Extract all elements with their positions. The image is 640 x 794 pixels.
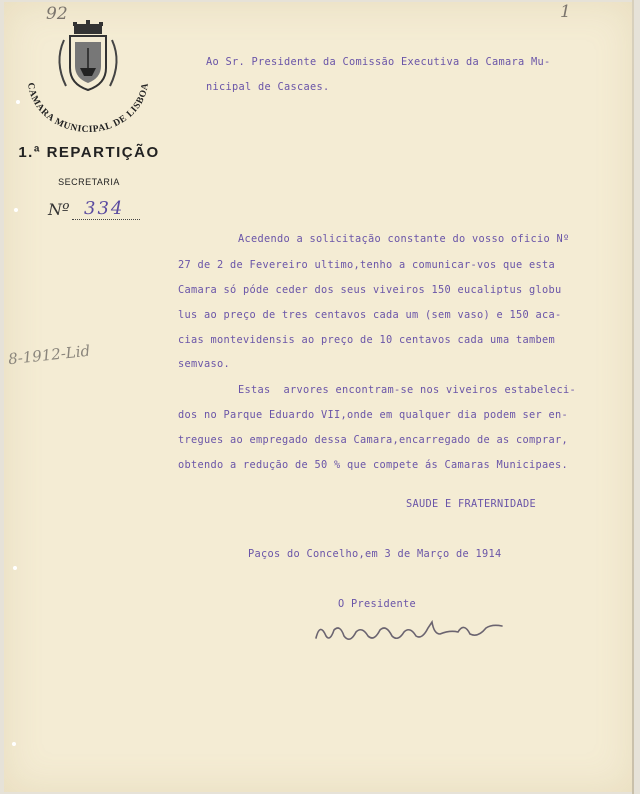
place-date: Paços do Concelho,em 3 de Março de 1914	[248, 548, 502, 560]
page-edge	[632, 0, 634, 794]
body-line: Acedendo a solicitação constante do vosso oficio Nº	[238, 233, 570, 245]
signatory-title: O Presidente	[338, 598, 416, 610]
body-line: lus ao preço de tres centavos cada um (sem vaso) e 150 aca-	[178, 309, 562, 321]
body-line: Camara só póde ceder dos seus viveiros 150 eucaliptus globu	[178, 284, 562, 296]
punch-hole	[13, 566, 17, 570]
folio-number: 92	[46, 4, 68, 24]
number-label: Nº	[48, 200, 70, 219]
body-line: Estas arvores encontram-se nos viveiros estabeleci-	[238, 384, 576, 396]
city-seal-icon	[18, 18, 158, 136]
department-title: 1.ª REPARTIÇÃO	[18, 144, 160, 161]
margin-annotation: 8-1912-Lid	[7, 341, 91, 369]
body-line: 27 de 2 de Fevereiro ultimo,tenho a comunicar-vos que esta	[178, 259, 555, 271]
number-underline	[72, 219, 140, 220]
reference-number: 334	[84, 198, 125, 219]
body-line: cias montevidensis ao preço de 10 centavos cada uma tambem	[178, 334, 555, 346]
body-line: tregues ao empregado dessa Camara,encarregado de as comprar,	[178, 434, 568, 446]
address-line-1: Ao Sr. Presidente da Comissão Executiva da Camara Mu-	[206, 56, 551, 68]
page-number: 1	[560, 2, 571, 22]
punch-hole	[14, 208, 18, 212]
section-title: SECRETARIA	[58, 177, 120, 187]
seal-text: CAMARA MUNICIPAL DE LISBOA	[24, 82, 152, 136]
body-line: semvaso.	[178, 358, 230, 370]
body-line: obtendo a redução de 50 % que compete ás Camaras Municipaes.	[178, 459, 568, 471]
address-line-2: nicipal de Cascaes.	[206, 81, 330, 93]
salutation: SAUDE E FRATERNIDADE	[406, 498, 536, 510]
handwritten-signature-icon	[310, 612, 510, 648]
body-line: dos no Parque Eduardo VII,onde em qualquer dia podem ser en-	[178, 409, 568, 421]
punch-hole	[12, 742, 16, 746]
